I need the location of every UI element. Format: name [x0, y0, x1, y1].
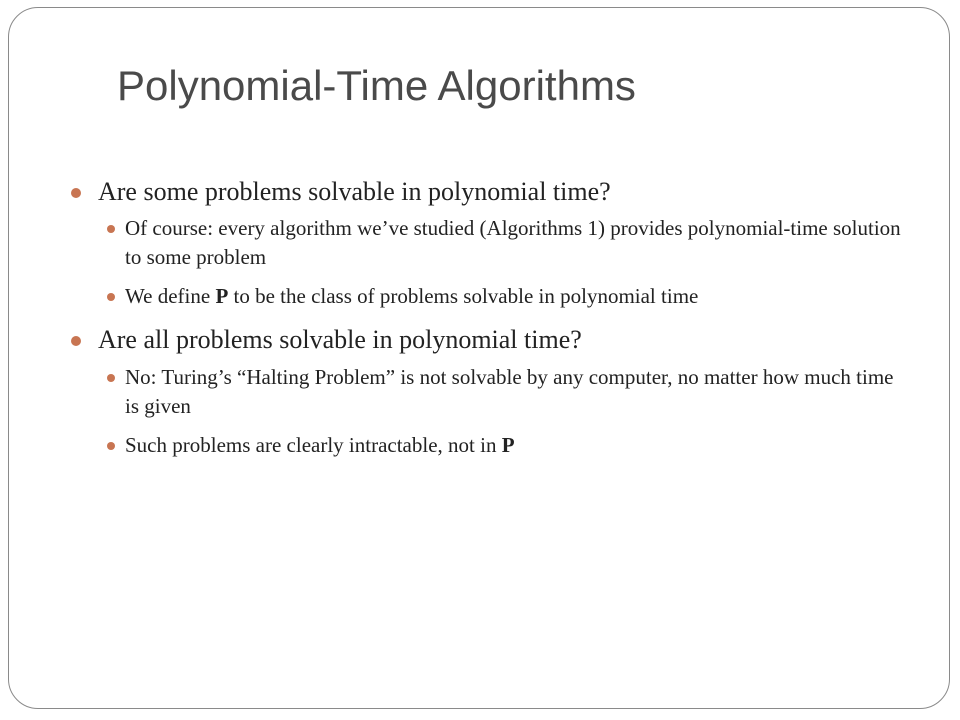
bullet-dot-icon	[71, 188, 81, 198]
sub-bullet-text: No: Turing’s “Halting Problem” is not solvable by any computer, no matter how much time is given	[125, 365, 894, 418]
bullet-text: Are some problems solvable in polynomial time?	[98, 177, 611, 206]
class-p-symbol: P	[215, 284, 229, 308]
bullet-text: Are all problems solvable in polynomial time?	[98, 325, 582, 354]
sub-bullet-text: Of course: every algorithm we’ve studied (Algorithms 1) provides polynomial-time solution to some problem	[125, 216, 901, 269]
bullet-dot-icon	[107, 293, 115, 301]
sub-bullet-halting-problem	[71, 363, 901, 421]
slide-body	[71, 174, 901, 460]
slide-title: Polynomial-Time Algorithms	[117, 62, 636, 109]
class-p-symbol: P	[501, 433, 515, 457]
sub-bullet-text-post: to be the class of problems solvable in polynomial time	[228, 284, 699, 308]
sub-bullet-intractable	[71, 431, 901, 460]
bullet-dot-icon	[107, 225, 115, 233]
sub-bullet-of-course	[71, 214, 901, 272]
slide-frame	[8, 7, 950, 709]
sub-bullet-text-pre: We define	[125, 284, 216, 308]
sub-bullet-text-pre: Such problems are clearly intractable, not in	[125, 433, 502, 457]
bullet-dot-icon	[107, 442, 115, 450]
bullet-solvable-all	[71, 322, 901, 358]
bullet-solvable-some	[71, 174, 901, 210]
bullet-dot-icon	[71, 336, 81, 346]
bullet-dot-icon	[107, 374, 115, 382]
sub-bullet-define-p	[71, 282, 901, 311]
